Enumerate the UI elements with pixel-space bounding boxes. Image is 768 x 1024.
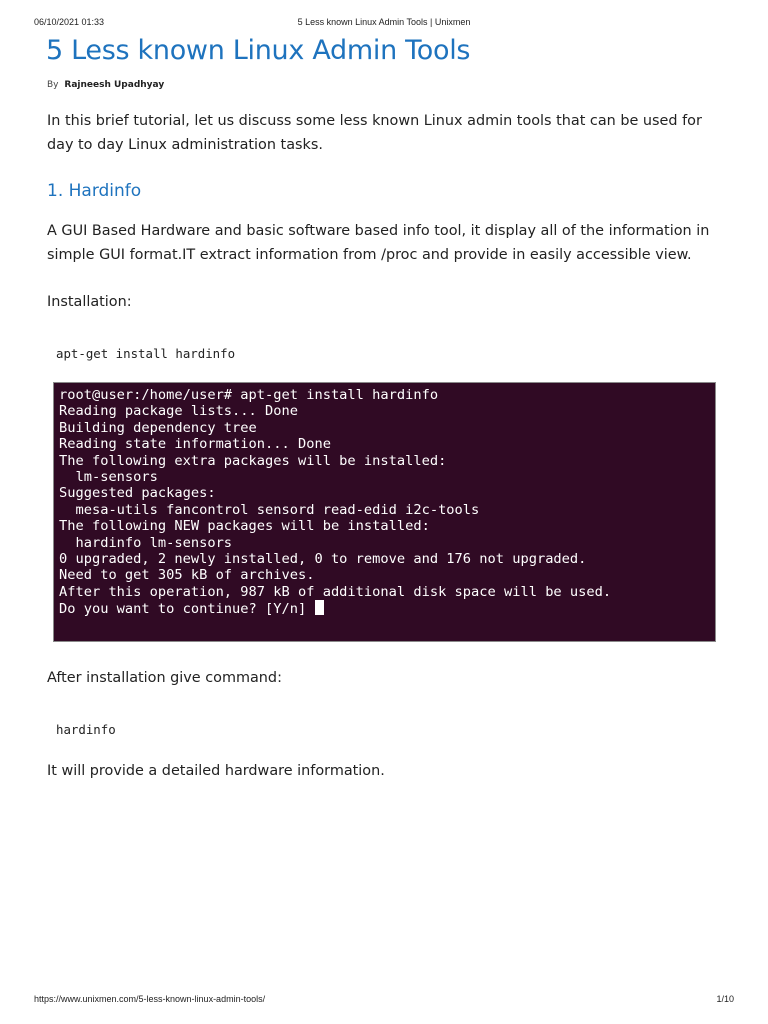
terminal-line: The following extra packages will be installed: — [59, 452, 447, 469]
print-page-title: 5 Less known Linux Admin Tools | Unixmen — [297, 17, 471, 27]
print-datetime: 06/10/2021 01:33 — [34, 17, 105, 27]
terminal-line: Building dependency tree — [59, 419, 257, 436]
byline — [47, 80, 164, 90]
terminal-line: After this operation, 987 kB of additional disk space will be used. — [59, 583, 612, 600]
page-title: 5 Less known Linux Admin Tools — [46, 35, 471, 66]
print-url: https://www.unixmen.com/5-less-known-linux-admin-tools/ — [34, 994, 266, 1004]
terminal-screenshot — [53, 382, 716, 642]
print-footer — [0, 994, 768, 1006]
section-heading-hardinfo: 1. Hardinfo — [47, 181, 142, 201]
installation-label: Installation: — [47, 294, 132, 310]
after-install-label: After installation give command: — [47, 670, 282, 686]
result-paragraph: It will provide a detailed hardware information. — [47, 763, 385, 779]
by-label: By — [47, 80, 59, 90]
terminal-line: Reading state information... Done — [59, 436, 331, 453]
terminal-line: Need to get 305 kB of archives. — [59, 567, 315, 584]
terminal-prompt-line — [59, 600, 324, 617]
print-header — [0, 17, 768, 29]
terminal-line: 0 upgraded, 2 newly installed, 0 to remove and 176 not upgraded. — [59, 551, 587, 567]
hardinfo-description: A GUI Based Hardware and basic software based info tool, it display all of the information in simple GUI format.IT extract information from /proc and provide in easily accessible view. — [47, 223, 710, 263]
terminal-line: Reading package lists... Done — [59, 403, 298, 420]
terminal-line: mesa-utils fancontrol sensord read-edid i2c-tools — [59, 501, 480, 518]
intro-paragraph: In this brief tutorial, let us discuss some less known Linux admin tools that can be used for day to day Linux administration tasks. — [47, 113, 702, 153]
terminal-prompt-text: Do you want to continue? [Y/n] — [59, 601, 315, 618]
author-link[interactable]: Rajneesh Upadhyay — [64, 80, 165, 90]
terminal-cursor — [315, 600, 324, 615]
terminal-line: hardinfo lm-sensors — [59, 534, 233, 551]
install-command-code: apt-get install hardinfo — [56, 346, 236, 361]
terminal-line: The following NEW packages will be installed: — [59, 518, 430, 535]
terminal-line: root@user:/home/user# apt-get install hardinfo — [59, 387, 439, 403]
run-command-code: hardinfo — [56, 722, 116, 737]
terminal-line: Suggested packages: — [59, 485, 216, 502]
terminal-line: lm-sensors — [59, 469, 158, 485]
print-page-number: 1/10 — [716, 994, 734, 1004]
